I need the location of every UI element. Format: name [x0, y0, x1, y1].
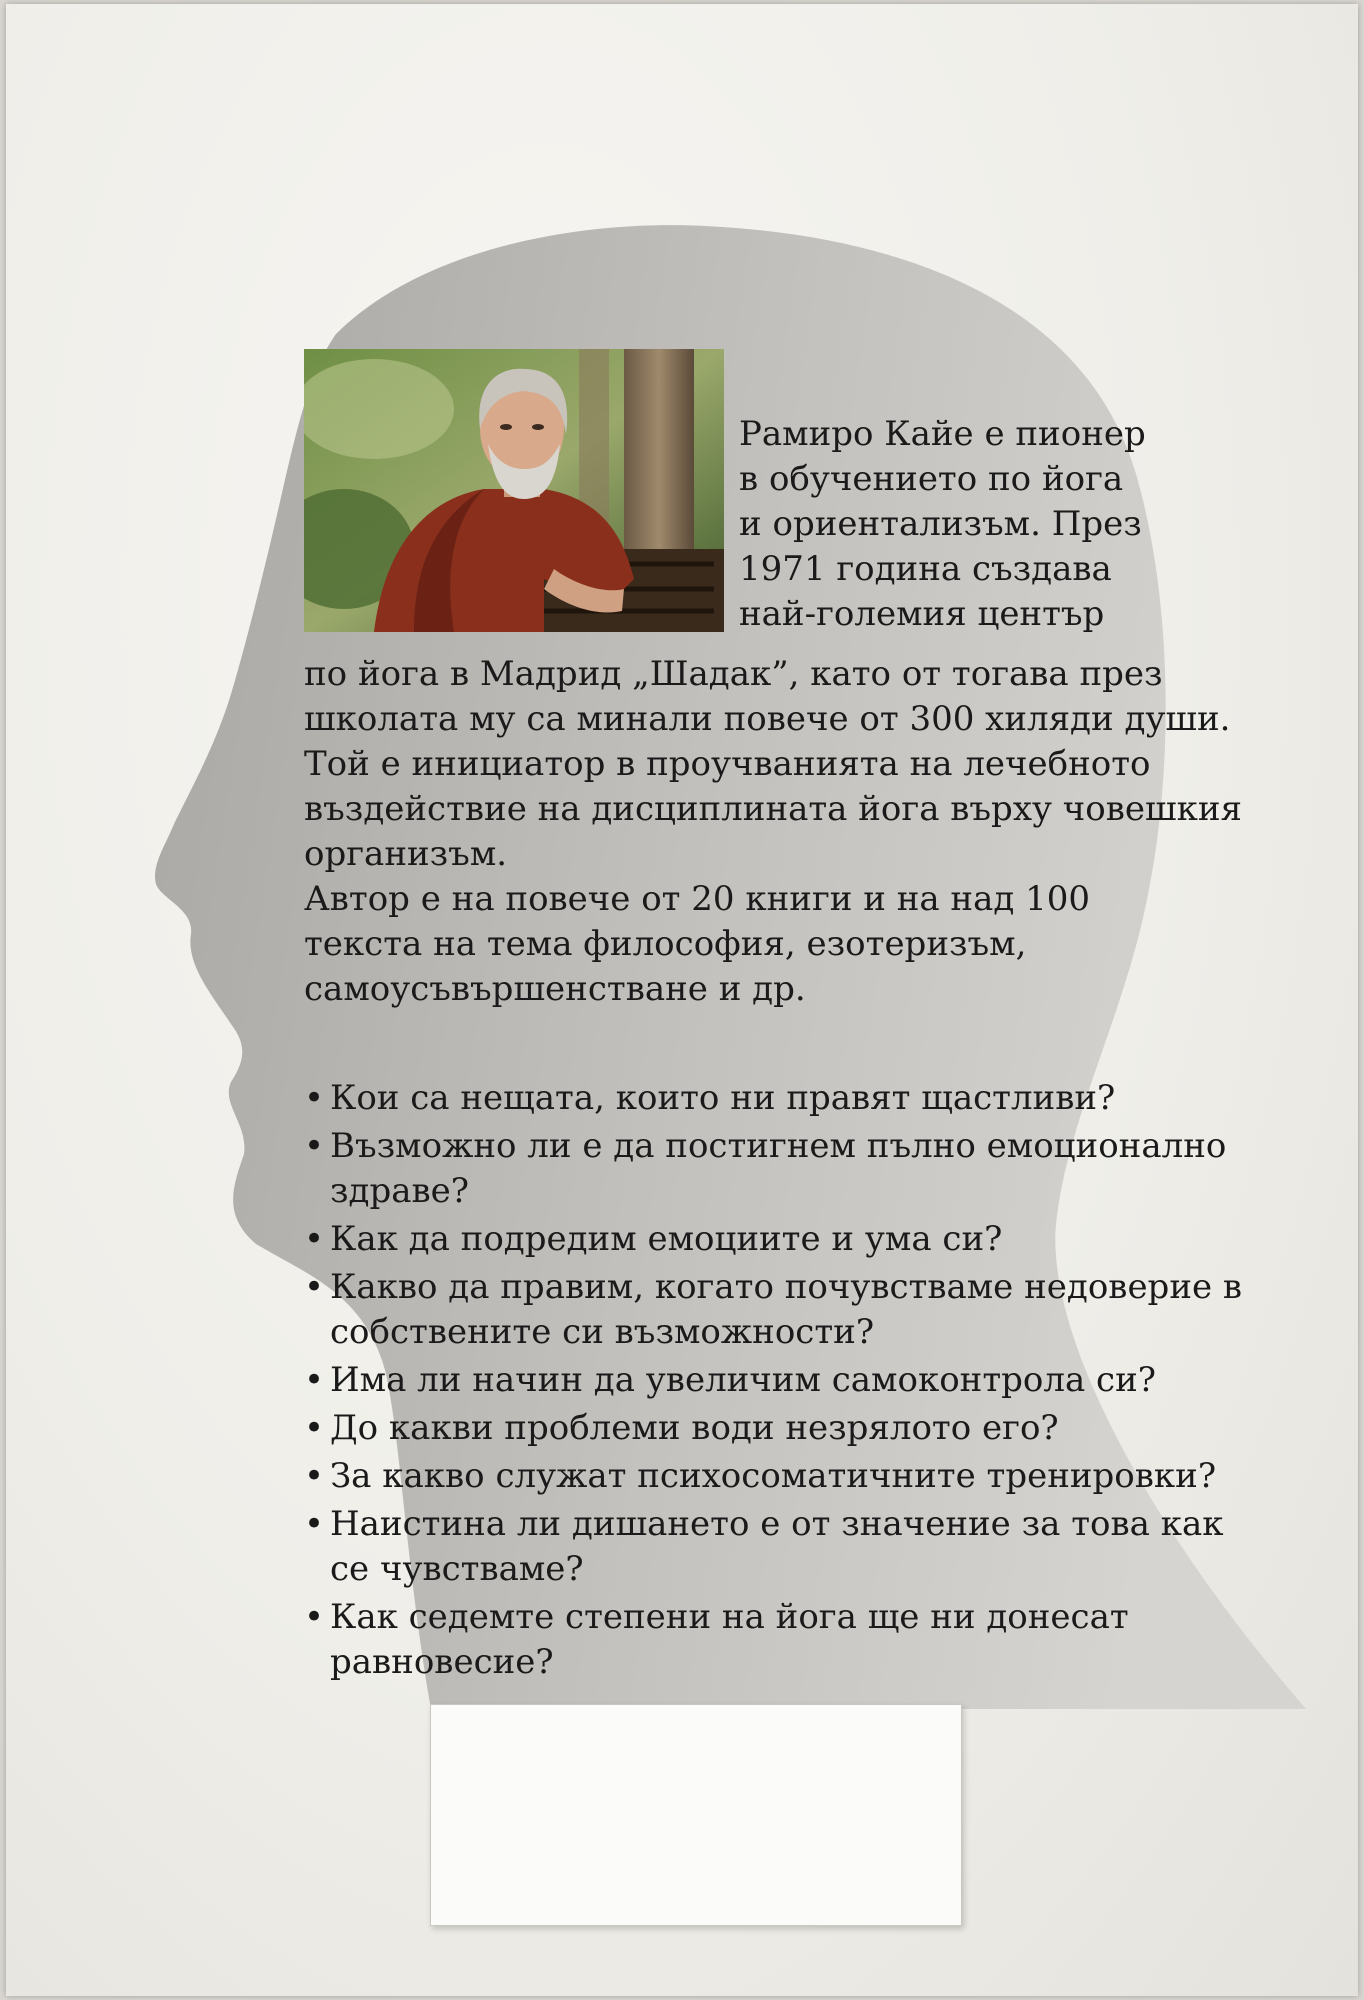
- question-line: се чувстваме?: [330, 1549, 584, 1589]
- bio-body: [304, 652, 1242, 1012]
- question-line: Наистина ли дишането е от значение за това как: [330, 1504, 1224, 1544]
- bullet-icon: •: [304, 1504, 325, 1544]
- book-back-cover: [6, 4, 1358, 1996]
- bio-line: школата му са минали повече от 300 хиляди души.: [304, 699, 1231, 739]
- bullet-icon: •: [304, 1126, 325, 1166]
- bio-line: най-големия център: [739, 594, 1105, 634]
- question-item: [304, 1406, 1242, 1451]
- bio-line: 1971 година създава: [739, 549, 1112, 589]
- bio-line: в обучението по йога: [739, 459, 1124, 499]
- question-line: Какво да правим, когато почувстваме недоверие в: [330, 1267, 1243, 1307]
- bio-line: самоусъвършенстване и др.: [304, 969, 806, 1009]
- bio-line: Автор е на повече от 20 книги и на над 100: [304, 879, 1091, 919]
- question-line: Възможно ли е да постигнем пълно емоционално: [330, 1126, 1227, 1166]
- bullet-icon: •: [304, 1267, 325, 1307]
- barcode-sticker-area: [430, 1704, 962, 1926]
- question-item: [304, 1595, 1242, 1685]
- bio-line: организъм.: [304, 834, 508, 874]
- bio-line: въздействие на дисциплината йога върху човешкия: [304, 789, 1242, 829]
- question-item: [304, 1217, 1242, 1262]
- question-list: [304, 1076, 1242, 1688]
- bio-intro: [739, 412, 1146, 637]
- bullet-icon: •: [304, 1078, 325, 1118]
- bullet-icon: •: [304, 1597, 325, 1637]
- question-item: [304, 1502, 1242, 1592]
- bio-line: Той е инициатор в проучванията на лечебното: [304, 744, 1151, 784]
- question-line: Кои са нещата, които ни правят щастливи?: [330, 1078, 1116, 1118]
- bio-line: и ориентализъм. През: [739, 504, 1142, 544]
- question-item: [304, 1076, 1242, 1121]
- bullet-icon: •: [304, 1360, 325, 1400]
- author-photo: [304, 349, 724, 632]
- bullet-icon: •: [304, 1408, 325, 1448]
- bullet-icon: •: [304, 1219, 325, 1259]
- bio-line: текста на тема философия, езотеризъм,: [304, 924, 1027, 964]
- question-line: собствените си възможности?: [330, 1312, 875, 1352]
- bio-line: по йога в Мадрид „Шадак”, като от тогава през: [304, 654, 1163, 694]
- question-item: [304, 1265, 1242, 1355]
- question-item: [304, 1124, 1242, 1214]
- question-item: [304, 1358, 1242, 1403]
- question-line: Има ли начин да увеличим самоконтрола си?: [330, 1360, 1156, 1400]
- bio-line: Рамиро Кайе е пионер: [739, 414, 1146, 454]
- question-line: Как седемте степени на йога ще ни донесат: [330, 1597, 1129, 1637]
- bullet-icon: •: [304, 1456, 325, 1496]
- question-line: здраве?: [330, 1171, 470, 1211]
- question-line: За какво служат психосоматичните тренировки?: [330, 1456, 1217, 1496]
- question-item: [304, 1454, 1242, 1499]
- question-line: До какви проблеми води незрялото его?: [330, 1408, 1059, 1448]
- question-line: Как да подредим емоциите и ума си?: [330, 1219, 1003, 1259]
- question-line: равновесие?: [330, 1642, 554, 1682]
